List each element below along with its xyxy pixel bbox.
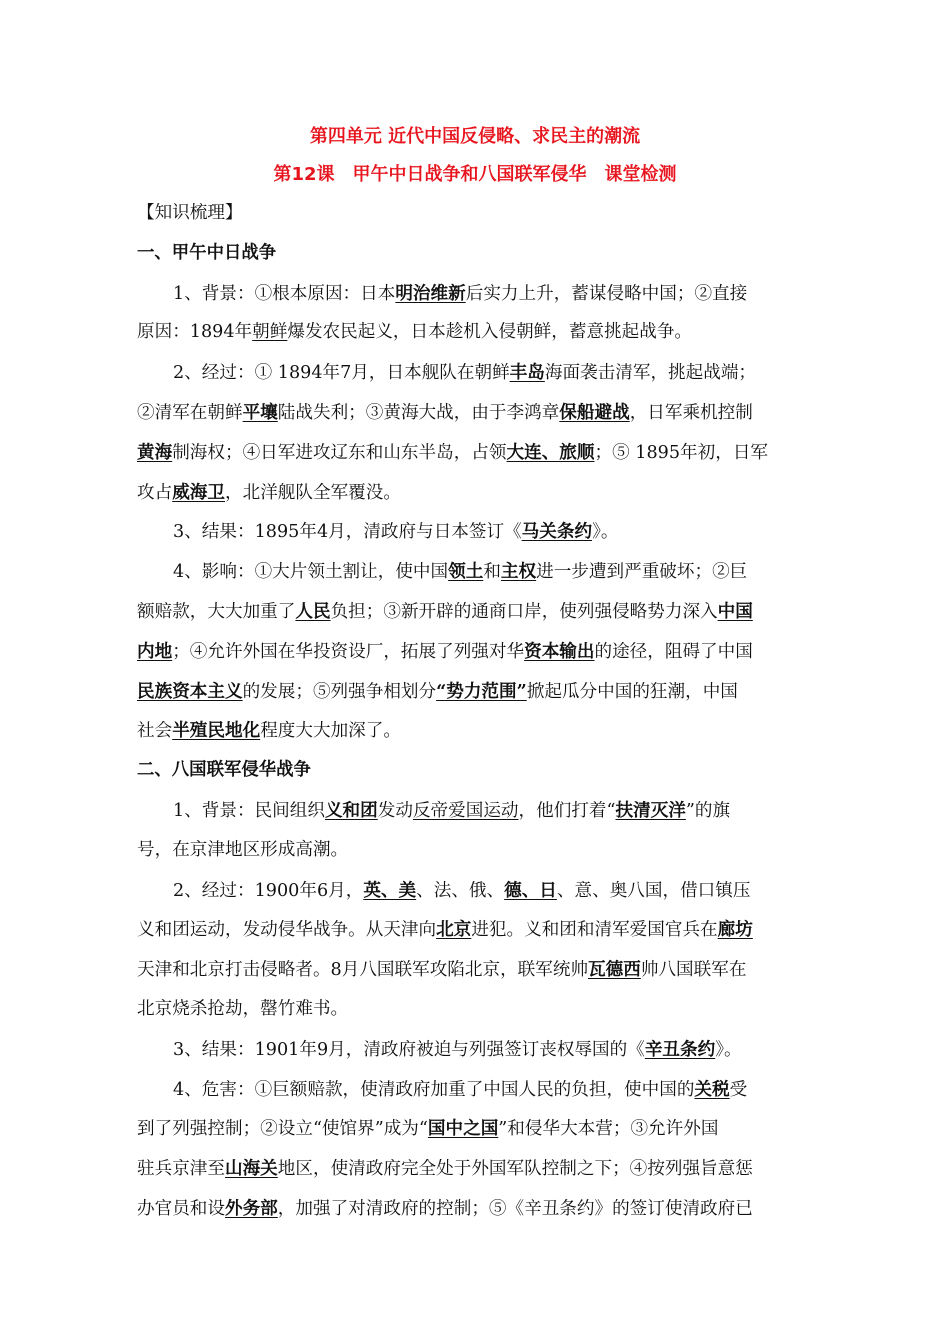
key-term: 扶清灭洋 [615,799,686,821]
key-term: 义和团 [324,799,378,821]
section-heading [137,234,817,274]
text-segment: 攻占 [137,482,173,503]
text-line [137,1149,817,1189]
key-term: 瓦德西 [588,959,641,981]
text-segment: 义和团运动，发动侵华战争。从天津向 [137,920,437,941]
key-term: 领土 [448,561,484,583]
lesson-body [137,194,817,1229]
key-term: 保船避战 [559,401,630,423]
text-segment: 到了列强控制；②设立“使馆界”成为“ [137,1119,428,1140]
section-heading [137,751,817,791]
text-segment: 帅八国联军在 [640,960,747,981]
text-line [137,1070,817,1110]
text-line [137,831,817,871]
text-line [137,1109,817,1149]
key-term: 黄海 [137,441,173,463]
key-term: 山海关 [224,1158,278,1180]
text-segment: 【知识梳理】 [137,203,243,223]
text-segment: 办官员和设 [137,1198,225,1219]
text-segment: 程度大大加深了。 [260,721,401,742]
key-term: 主权 [500,561,537,583]
text-segment: 社会 [137,721,173,742]
text-line [137,910,817,950]
text-segment: ②清军在朝鲜 [137,402,243,423]
unit-title: 第四单元 近代中国反侵略、求民主的潮流 [309,126,641,147]
text-segment: 二、八国联军侵华战争 [137,760,311,781]
key-term: 中国 [717,600,753,622]
key-term: 国中之国 [427,1118,499,1140]
text-segment: 号，在京津地区形成高潮。 [137,839,349,860]
key-term: 大连、旅顺 [506,441,595,463]
key-term: 明治维新 [395,282,466,304]
text-line [137,632,817,672]
key-term: 反帝爱国运动 [412,800,519,821]
lesson-title: 第12课 甲午中日战争和八国联军侵华 课堂检测 [273,164,677,185]
text-line [137,552,817,592]
key-term: 内地 [137,640,173,662]
text-segment: 负担；③新开辟的通商口岸，使列强侵略势力深入 [330,601,718,622]
text-line [137,871,817,911]
text-segment: 原因：1894年 [137,322,253,343]
text-segment: ；⑤ 1895年初，日军 [594,442,769,463]
text-segment: 4、危害：①巨额赔款，使清政府加重了中国人民的负担，使中国的 [173,1079,695,1100]
key-term: 半殖民地化 [172,720,261,742]
text-line [137,274,817,314]
text-line [137,433,817,473]
text-segment: 的发展；⑤列强争相划分 [242,681,437,702]
key-term: 威海卫 [172,481,225,503]
key-term: 人民 [295,600,331,622]
text-segment: 一、甲午中日战争 [137,242,277,263]
text-segment: 1、背景：民间组织 [173,800,325,821]
key-term: 辛丑条约 [644,1038,716,1060]
text-line [137,1030,817,1070]
text-segment: 地区，使清政府完全处于外国军队控制之下；④按列强旨意惩 [277,1159,753,1180]
text-segment: 3、结果：1895年4月，清政府与日本签订《 [173,522,522,543]
text-segment: 1、背景：①根本原因：日本 [173,283,396,304]
text-segment: 的途径，阻碍了中国 [594,641,753,662]
text-segment: 和 [483,562,501,583]
text-segment: 》。 [592,522,619,543]
text-segment: ”的旗 [685,800,731,821]
text-segment: ，日军乘机控制 [629,402,753,423]
key-term: 北京 [436,919,472,941]
key-term: 朝鲜 [252,322,288,343]
text-segment: 4、影响：①大片领土割让，使中国 [173,562,449,583]
text-line [137,672,817,712]
text-segment: 3、结果：1901年9月，清政府被迫与列强签订丧权辱国的《 [173,1039,645,1060]
text-segment: 天津和北京打击侵略者。8月八国联军攻陷北京，联军统帅 [137,960,589,981]
text-line [137,512,817,552]
text-segment: ，加强了对清政府的控制；⑤《辛丑条约》的签订使清政府已 [277,1198,753,1219]
text-line [137,990,817,1030]
key-term: 德、日 [504,879,557,901]
key-term: 关税 [694,1078,730,1100]
text-segment: 2、经过：① 1894年7月，日本舰队在朝鲜 [173,363,510,384]
text-segment: ”和侵华大本营；③允许外国 [498,1119,719,1140]
text-segment: 2、经过：1900年6月， [173,880,364,901]
text-segment: 爆发农民起义，日本趁机入侵朝鲜，蓄意挑起战争。 [287,322,693,343]
text-segment: 后实力上升，蓄谋侵略中国；②直接 [465,283,748,304]
text-segment: 驻兵京津至 [137,1159,225,1180]
key-term: 外务部 [224,1197,278,1219]
text-line [137,711,817,751]
key-term: 资本输出 [524,640,595,662]
text-line [137,1189,817,1229]
text-segment: 、法、俄、 [416,880,505,901]
text-line [137,473,817,513]
text-line [137,393,817,433]
key-term: “势力范围” [436,680,527,702]
key-term: 廊坊 [717,919,753,941]
text-line [137,592,817,632]
key-term: 英、美 [363,879,417,901]
text-segment: 制海权；④日军进攻辽东和山东半岛，占领 [172,442,507,463]
text-segment: ；④允许外国在华投资设厂，拓展了列强对华 [172,641,525,662]
text-segment: 受 [729,1079,748,1100]
text-segment: 北京烧杀抢劫，罄竹难书。 [137,998,349,1019]
key-term: 民族资本主义 [137,680,243,702]
text-segment: ，北洋舰队全军覆没。 [225,482,401,503]
text-segment: ，他们打着“ [518,800,616,821]
text-segment: 海面袭击清军，挑起战端； [544,363,757,384]
text-segment: 》。 [715,1039,742,1060]
text-line [137,313,817,353]
key-term: 丰岛 [509,362,545,384]
text-segment: 掀起瓜分中国的狂潮，中国 [526,681,738,702]
text-line [137,194,817,234]
key-term: 马关条约 [521,521,593,543]
text-segment: 陆战失利；③黄海大战，由于李鸿章 [277,402,560,423]
text-line [137,791,817,831]
text-segment: 、意、奥八国，借口镇压 [556,880,751,901]
text-segment: 进一步遭到严重破坏；②巨 [536,562,748,583]
text-line [137,950,817,990]
text-segment: 额赔款，大大加重了 [137,601,296,622]
text-segment: 发动 [377,800,413,821]
text-line [137,353,817,393]
text-segment: 进犯。义和团和清军爱国官兵在 [471,920,718,941]
key-term: 平壤 [242,401,278,423]
